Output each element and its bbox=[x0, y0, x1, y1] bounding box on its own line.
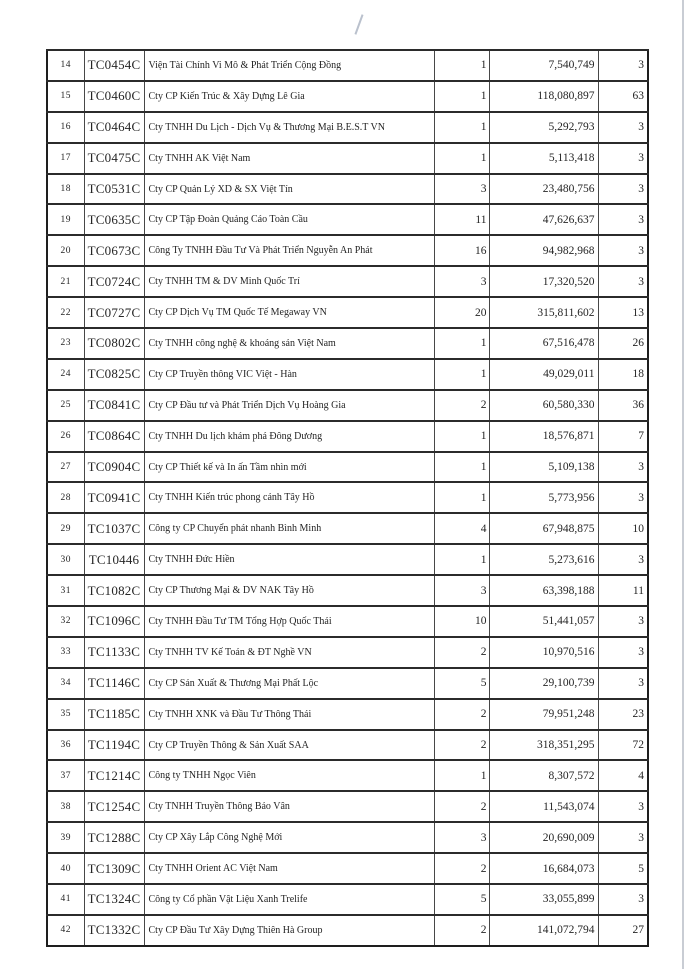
count-cell: 1 bbox=[434, 482, 489, 513]
extra-value-cell: 3 bbox=[598, 822, 648, 853]
extra-value-cell: 5 bbox=[598, 853, 648, 884]
company-code-cell: TC0941C bbox=[84, 482, 144, 513]
row-number-cell: 15 bbox=[47, 81, 84, 112]
amount-cell: 29,100,739 bbox=[489, 668, 598, 699]
table-row bbox=[47, 668, 648, 699]
row-number-cell: 19 bbox=[47, 204, 84, 235]
amount-cell: 118,080,897 bbox=[489, 81, 598, 112]
table-row bbox=[47, 174, 648, 205]
count-cell: 2 bbox=[434, 390, 489, 421]
extra-value-cell: 3 bbox=[598, 266, 648, 297]
table-row bbox=[47, 853, 648, 884]
table-row bbox=[47, 884, 648, 915]
amount-cell: 16,684,073 bbox=[489, 853, 598, 884]
row-number-cell: 35 bbox=[47, 699, 84, 730]
count-cell: 2 bbox=[434, 791, 489, 822]
extra-value-cell: 3 bbox=[598, 791, 648, 822]
extra-value-cell: 3 bbox=[598, 637, 648, 668]
company-code-cell: TC1324C bbox=[84, 884, 144, 915]
table-row bbox=[47, 421, 648, 452]
extra-value-cell: 3 bbox=[598, 204, 648, 235]
amount-cell: 141,072,794 bbox=[489, 915, 598, 946]
row-number-cell: 41 bbox=[47, 884, 84, 915]
count-cell: 20 bbox=[434, 297, 489, 328]
extra-value-cell: 3 bbox=[598, 50, 648, 81]
row-number-cell: 40 bbox=[47, 853, 84, 884]
company-code-cell: TC1288C bbox=[84, 822, 144, 853]
row-number-cell: 37 bbox=[47, 760, 84, 791]
table-row bbox=[47, 915, 648, 946]
company-name-cell: Cty CP Tập Đoàn Quảng Cáo Toàn Cầu bbox=[144, 204, 434, 235]
count-cell: 2 bbox=[434, 853, 489, 884]
extra-value-cell: 36 bbox=[598, 390, 648, 421]
amount-cell: 67,948,875 bbox=[489, 513, 598, 544]
company-code-cell: TC0673C bbox=[84, 235, 144, 266]
amount-cell: 49,029,011 bbox=[489, 359, 598, 390]
count-cell: 2 bbox=[434, 915, 489, 946]
company-code-cell: TC0841C bbox=[84, 390, 144, 421]
table-row bbox=[47, 822, 648, 853]
company-name-cell: Cty CP Đầu Tư Xây Dựng Thiên Hà Group bbox=[144, 915, 434, 946]
amount-cell: 17,320,520 bbox=[489, 266, 598, 297]
company-name-cell: Cty CP Đầu tư và Phát Triển Dịch Vụ Hoàng Gia bbox=[144, 390, 434, 421]
count-cell: 2 bbox=[434, 699, 489, 730]
company-code-cell: TC0531C bbox=[84, 174, 144, 205]
table-row bbox=[47, 112, 648, 143]
table-row bbox=[47, 452, 648, 483]
amount-cell: 5,109,138 bbox=[489, 452, 598, 483]
amount-cell: 7,540,749 bbox=[489, 50, 598, 81]
row-number-cell: 14 bbox=[47, 50, 84, 81]
company-code-cell: TC0635C bbox=[84, 204, 144, 235]
company-code-cell: TC0904C bbox=[84, 452, 144, 483]
amount-cell: 10,970,516 bbox=[489, 637, 598, 668]
company-name-cell: Cty CP Truyền Thông & Sản Xuất SAA bbox=[144, 730, 434, 761]
row-number-cell: 21 bbox=[47, 266, 84, 297]
row-number-cell: 27 bbox=[47, 452, 84, 483]
company-code-cell: TC1254C bbox=[84, 791, 144, 822]
extra-value-cell: 3 bbox=[598, 112, 648, 143]
count-cell: 2 bbox=[434, 637, 489, 668]
amount-cell: 63,398,188 bbox=[489, 575, 598, 606]
table-row bbox=[47, 606, 648, 637]
row-number-cell: 29 bbox=[47, 513, 84, 544]
table-row bbox=[47, 760, 648, 791]
extra-value-cell: 18 bbox=[598, 359, 648, 390]
extra-value-cell: 13 bbox=[598, 297, 648, 328]
extra-value-cell: 23 bbox=[598, 699, 648, 730]
company-code-cell: TC1146C bbox=[84, 668, 144, 699]
company-code-cell: TC1185C bbox=[84, 699, 144, 730]
company-name-cell: Cty CP Thương Mại & DV NAK Tây Hồ bbox=[144, 575, 434, 606]
table-row bbox=[47, 730, 648, 761]
extra-value-cell: 3 bbox=[598, 143, 648, 174]
page-edge-line bbox=[682, 0, 684, 969]
extra-value-cell: 63 bbox=[598, 81, 648, 112]
amount-cell: 5,773,956 bbox=[489, 482, 598, 513]
company-name-cell: Cty CP Thiết kế và In ấn Tầm nhìn mới bbox=[144, 452, 434, 483]
company-code-cell: TC1214C bbox=[84, 760, 144, 791]
count-cell: 1 bbox=[434, 143, 489, 174]
company-name-cell: Cty TNHH TM & DV Minh Quốc Trí bbox=[144, 266, 434, 297]
amount-cell: 23,480,756 bbox=[489, 174, 598, 205]
row-number-cell: 16 bbox=[47, 112, 84, 143]
table-row bbox=[47, 204, 648, 235]
company-name-cell: Công Ty TNHH Đầu Tư Và Phát Triển Nguyễn An Phát bbox=[144, 235, 434, 266]
count-cell: 3 bbox=[434, 174, 489, 205]
table-row bbox=[47, 513, 648, 544]
extra-value-cell: 7 bbox=[598, 421, 648, 452]
company-name-cell: Cty TNHH TV Kế Toán & ĐT Nghề VN bbox=[144, 637, 434, 668]
row-number-cell: 38 bbox=[47, 791, 84, 822]
row-number-cell: 31 bbox=[47, 575, 84, 606]
row-number-cell: 34 bbox=[47, 668, 84, 699]
extra-value-cell: 3 bbox=[598, 452, 648, 483]
company-code-cell: TC0727C bbox=[84, 297, 144, 328]
extra-value-cell: 27 bbox=[598, 915, 648, 946]
row-number-cell: 17 bbox=[47, 143, 84, 174]
row-number-cell: 39 bbox=[47, 822, 84, 853]
count-cell: 1 bbox=[434, 328, 489, 359]
count-cell: 3 bbox=[434, 575, 489, 606]
company-code-cell: TC1133C bbox=[84, 637, 144, 668]
company-code-cell: TC0475C bbox=[84, 143, 144, 174]
table-row bbox=[47, 637, 648, 668]
company-code-cell: TC1082C bbox=[84, 575, 144, 606]
count-cell: 3 bbox=[434, 266, 489, 297]
company-name-cell: Cty CP Dịch Vụ TM Quốc Tế Megaway VN bbox=[144, 297, 434, 328]
count-cell: 11 bbox=[434, 204, 489, 235]
extra-value-cell: 3 bbox=[598, 606, 648, 637]
company-code-cell: TC1194C bbox=[84, 730, 144, 761]
company-name-cell: Viện Tài Chính Vi Mô & Phát Triển Cộng Đồng bbox=[144, 50, 434, 81]
amount-cell: 318,351,295 bbox=[489, 730, 598, 761]
count-cell: 1 bbox=[434, 112, 489, 143]
row-number-cell: 30 bbox=[47, 544, 84, 575]
table-body bbox=[47, 50, 648, 946]
amount-cell: 315,811,602 bbox=[489, 297, 598, 328]
table-row bbox=[47, 297, 648, 328]
amount-cell: 67,516,478 bbox=[489, 328, 598, 359]
company-name-cell: Cty TNHH AK Việt Nam bbox=[144, 143, 434, 174]
count-cell: 16 bbox=[434, 235, 489, 266]
extra-value-cell: 3 bbox=[598, 668, 648, 699]
row-number-cell: 32 bbox=[47, 606, 84, 637]
company-name-cell: Cty TNHH Orient AC Việt Nam bbox=[144, 853, 434, 884]
count-cell: 2 bbox=[434, 730, 489, 761]
company-name-cell: Cty TNHH XNK và Đầu Tư Thông Thái bbox=[144, 699, 434, 730]
count-cell: 1 bbox=[434, 421, 489, 452]
table-row bbox=[47, 50, 648, 81]
company-code-cell: TC0825C bbox=[84, 359, 144, 390]
row-number-cell: 42 bbox=[47, 915, 84, 946]
amount-cell: 5,292,793 bbox=[489, 112, 598, 143]
table-row bbox=[47, 575, 648, 606]
extra-value-cell: 10 bbox=[598, 513, 648, 544]
company-code-cell: TC0460C bbox=[84, 81, 144, 112]
extra-value-cell: 72 bbox=[598, 730, 648, 761]
table-row bbox=[47, 235, 648, 266]
amount-cell: 5,273,616 bbox=[489, 544, 598, 575]
company-name-cell: Cty CP Kiến Trúc & Xây Dựng Lê Gia bbox=[144, 81, 434, 112]
table-row bbox=[47, 544, 648, 575]
count-cell: 3 bbox=[434, 822, 489, 853]
amount-cell: 20,690,009 bbox=[489, 822, 598, 853]
company-code-cell: TC10446 bbox=[84, 544, 144, 575]
row-number-cell: 20 bbox=[47, 235, 84, 266]
company-data-table bbox=[46, 49, 649, 947]
company-name-cell: Cty CP Quản Lý XD & SX Việt Tín bbox=[144, 174, 434, 205]
table-row bbox=[47, 266, 648, 297]
company-code-cell: TC0454C bbox=[84, 50, 144, 81]
amount-cell: 47,626,637 bbox=[489, 204, 598, 235]
table-row bbox=[47, 81, 648, 112]
company-code-cell: TC0802C bbox=[84, 328, 144, 359]
table-row bbox=[47, 699, 648, 730]
extra-value-cell: 4 bbox=[598, 760, 648, 791]
row-number-cell: 18 bbox=[47, 174, 84, 205]
company-name-cell: Cty TNHH công nghệ & khoáng sản Việt Nam bbox=[144, 328, 434, 359]
row-number-cell: 36 bbox=[47, 730, 84, 761]
count-cell: 1 bbox=[434, 359, 489, 390]
count-cell: 1 bbox=[434, 81, 489, 112]
extra-value-cell: 3 bbox=[598, 174, 648, 205]
company-name-cell: Cty TNHH Đức Hiền bbox=[144, 544, 434, 575]
company-code-cell: TC0724C bbox=[84, 266, 144, 297]
company-name-cell: Cty CP Truyền thông VIC Việt - Hàn bbox=[144, 359, 434, 390]
count-cell: 1 bbox=[434, 544, 489, 575]
company-name-cell: Cty TNHH Du lịch khám phá Đông Dương bbox=[144, 421, 434, 452]
count-cell: 5 bbox=[434, 884, 489, 915]
row-number-cell: 25 bbox=[47, 390, 84, 421]
amount-cell: 33,055,899 bbox=[489, 884, 598, 915]
company-code-cell: TC0864C bbox=[84, 421, 144, 452]
extra-value-cell: 11 bbox=[598, 575, 648, 606]
company-name-cell: Cty CP Xây Lắp Công Nghệ Mới bbox=[144, 822, 434, 853]
extra-value-cell: 3 bbox=[598, 544, 648, 575]
count-cell: 10 bbox=[434, 606, 489, 637]
company-code-cell: TC1332C bbox=[84, 915, 144, 946]
amount-cell: 79,951,248 bbox=[489, 699, 598, 730]
company-code-cell: TC1309C bbox=[84, 853, 144, 884]
company-name-cell: Cty TNHH Đầu Tư TM Tổng Hợp Quốc Thái bbox=[144, 606, 434, 637]
table-row bbox=[47, 359, 648, 390]
table-row bbox=[47, 143, 648, 174]
table-row bbox=[47, 791, 648, 822]
extra-value-cell: 3 bbox=[598, 884, 648, 915]
company-code-cell: TC0464C bbox=[84, 112, 144, 143]
company-name-cell: Công ty Cổ phần Vật Liệu Xanh Trelife bbox=[144, 884, 434, 915]
amount-cell: 94,982,968 bbox=[489, 235, 598, 266]
company-name-cell: Công ty CP Chuyển phát nhanh Bình Minh bbox=[144, 513, 434, 544]
count-cell: 4 bbox=[434, 513, 489, 544]
count-cell: 1 bbox=[434, 50, 489, 81]
company-name-cell: Cty CP Sản Xuất & Thương Mại Phất Lộc bbox=[144, 668, 434, 699]
company-name-cell: Cty TNHH Truyền Thông Bảo Vân bbox=[144, 791, 434, 822]
count-cell: 1 bbox=[434, 760, 489, 791]
count-cell: 1 bbox=[434, 452, 489, 483]
row-number-cell: 28 bbox=[47, 482, 84, 513]
extra-value-cell: 26 bbox=[598, 328, 648, 359]
table-row bbox=[47, 390, 648, 421]
amount-cell: 11,543,074 bbox=[489, 791, 598, 822]
count-cell: 5 bbox=[434, 668, 489, 699]
amount-cell: 5,113,418 bbox=[489, 143, 598, 174]
slash-artifact-mark bbox=[354, 14, 363, 34]
row-number-cell: 26 bbox=[47, 421, 84, 452]
amount-cell: 8,307,572 bbox=[489, 760, 598, 791]
table-row bbox=[47, 328, 648, 359]
row-number-cell: 24 bbox=[47, 359, 84, 390]
company-name-cell: Cty TNHH Du Lịch - Dịch Vụ & Thương Mại B.E.S.T VN bbox=[144, 112, 434, 143]
row-number-cell: 33 bbox=[47, 637, 84, 668]
table-row bbox=[47, 482, 648, 513]
row-number-cell: 23 bbox=[47, 328, 84, 359]
company-code-cell: TC1037C bbox=[84, 513, 144, 544]
amount-cell: 51,441,057 bbox=[489, 606, 598, 637]
extra-value-cell: 3 bbox=[598, 235, 648, 266]
amount-cell: 60,580,330 bbox=[489, 390, 598, 421]
company-name-cell: Cty TNHH Kiến trúc phong cảnh Tây Hồ bbox=[144, 482, 434, 513]
extra-value-cell: 3 bbox=[598, 482, 648, 513]
company-code-cell: TC1096C bbox=[84, 606, 144, 637]
row-number-cell: 22 bbox=[47, 297, 84, 328]
amount-cell: 18,576,871 bbox=[489, 421, 598, 452]
company-name-cell: Công ty TNHH Ngọc Viên bbox=[144, 760, 434, 791]
